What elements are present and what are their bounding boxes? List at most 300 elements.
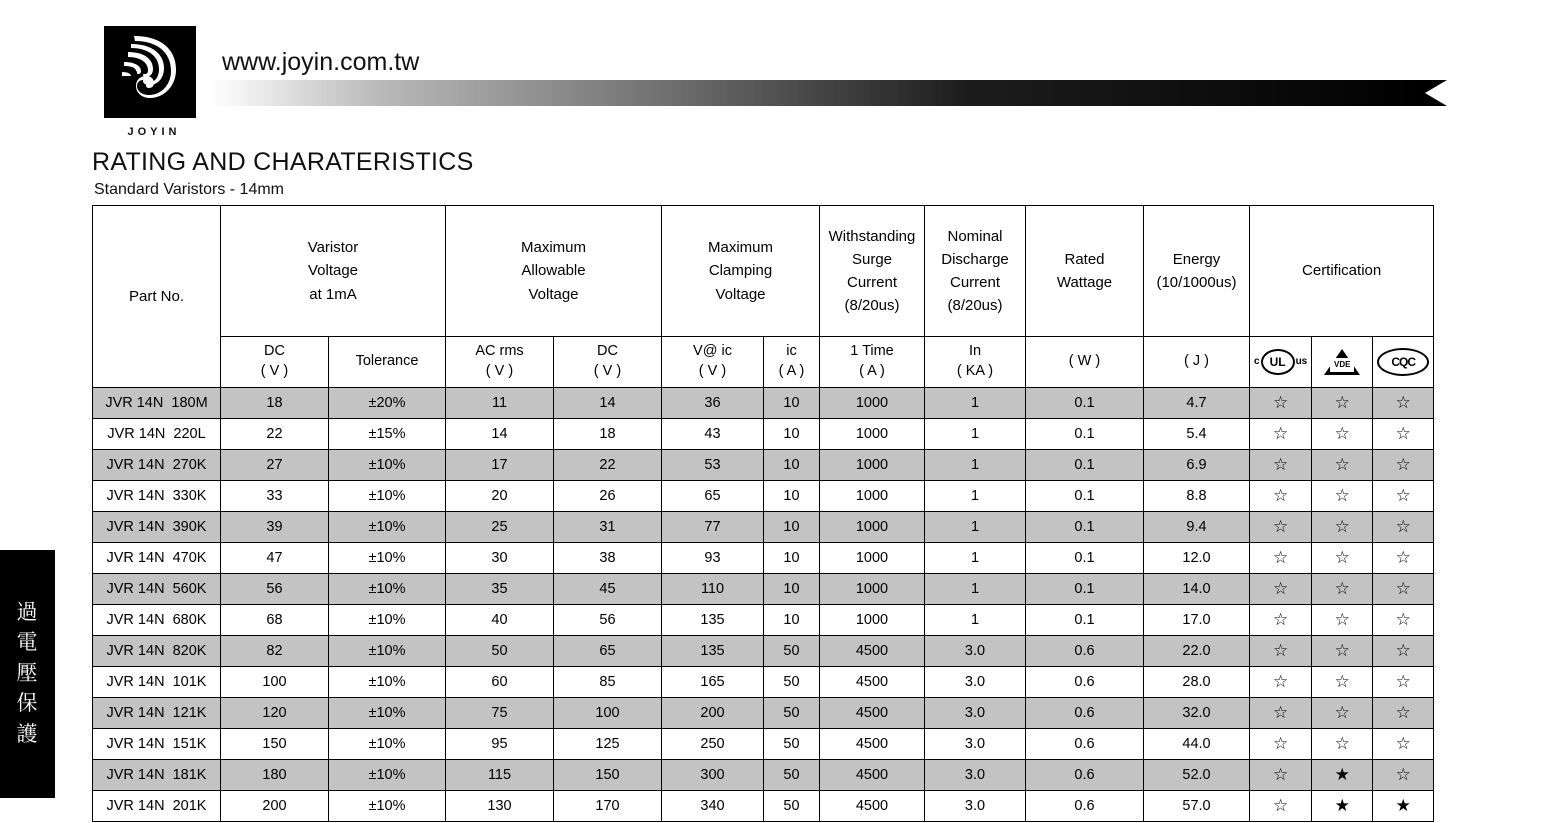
header-varistor-voltage-l2: Voltage (307, 262, 359, 280)
cell-cert-cqc (1373, 760, 1434, 791)
cell-dc-voltage: 27 (221, 450, 329, 481)
subheader-ul-mark (1250, 337, 1312, 388)
cell-rated-wattage: 0.1 (1026, 481, 1144, 512)
star-outline-icon: ☆ (1272, 548, 1289, 567)
page-title: RATING AND CHARATERISTICS (92, 148, 474, 176)
header-max-clamping-voltage (662, 206, 820, 337)
table-row (93, 667, 1434, 698)
header-part-no: Part No. (93, 206, 221, 388)
cell-ic: 50 (764, 791, 820, 822)
cell-v-at-ic: 93 (662, 543, 764, 574)
cell-cert-ul (1250, 605, 1312, 636)
header-varistor-voltage-l3: at 1mA (309, 285, 357, 303)
subheader-dc-l2: ( V ) (260, 363, 289, 379)
star-outline-icon: ☆ (1272, 486, 1289, 505)
cell-part-no: JVR 14N 101K (93, 667, 221, 698)
header-rated-wattage (1026, 206, 1144, 337)
ul-us-letters: us (1295, 356, 1308, 368)
cell-cert-cqc (1373, 574, 1434, 605)
star-outline-icon: ☆ (1272, 765, 1289, 784)
header-rated-wattage-l1: Rated (1064, 250, 1105, 268)
cell-surge-current: 4500 (820, 698, 925, 729)
vde-mark-wrap (1312, 340, 1372, 384)
table-row (93, 605, 1434, 636)
cell-cert-cqc (1373, 605, 1434, 636)
cell-energy: 6.9 (1144, 450, 1250, 481)
cell-energy: 22.0 (1144, 636, 1250, 667)
side-tab-char-4: 保 (16, 692, 39, 716)
subheader-ac-rms-l1: AC rms (475, 343, 524, 360)
cell-tolerance: ±10% (329, 791, 446, 822)
cell-cert-cqc (1373, 419, 1434, 450)
cell-tolerance: ±10% (329, 760, 446, 791)
cell-nominal-discharge: 1 (925, 388, 1026, 419)
cell-nominal-discharge: 1 (925, 512, 1026, 543)
cell-surge-current: 4500 (820, 636, 925, 667)
subheader-ic (764, 337, 820, 388)
cell-cert-ul (1250, 419, 1312, 450)
cell-rated-wattage: 0.1 (1026, 419, 1144, 450)
cell-part-no: JVR 14N 680K (93, 605, 221, 636)
cell-cert-vde (1312, 543, 1373, 574)
subheader-dc-max-l2: ( V ) (593, 363, 622, 379)
star-outline-icon: ☆ (1395, 455, 1411, 474)
cell-dc-max: 56 (554, 605, 662, 636)
cell-rated-wattage: 0.6 (1026, 760, 1144, 791)
subheader-dc-max (554, 337, 662, 388)
header-rated-wattage-l2: Wattage (1056, 274, 1113, 291)
cell-ac-rms: 20 (446, 481, 554, 512)
cell-v-at-ic: 135 (662, 636, 764, 667)
website-url: www.joyin.com.tw (222, 48, 420, 76)
table-row (93, 760, 1434, 791)
cell-nominal-discharge: 3.0 (925, 729, 1026, 760)
header-nominal-l2: Discharge (941, 250, 1009, 268)
cell-cert-vde (1312, 729, 1373, 760)
cell-dc-max: 18 (554, 419, 662, 450)
header-withstanding-l4: (8/20us) (844, 297, 900, 315)
cell-tolerance: ±10% (329, 667, 446, 698)
star-outline-icon: ☆ (1334, 641, 1350, 660)
cell-ac-rms: 11 (446, 388, 554, 419)
cell-energy: 28.0 (1144, 667, 1250, 698)
cell-cert-ul (1250, 667, 1312, 698)
subheader-ic-l2: ( A ) (778, 363, 805, 379)
cell-nominal-discharge: 1 (925, 481, 1026, 512)
vde-icon (1324, 349, 1360, 375)
cell-rated-wattage: 0.1 (1026, 543, 1144, 574)
cell-tolerance: ±10% (329, 729, 446, 760)
cell-cert-ul (1250, 543, 1312, 574)
star-outline-icon: ☆ (1395, 579, 1411, 598)
star-outline-icon: ☆ (1272, 610, 1289, 629)
cell-surge-current: 1000 (820, 512, 925, 543)
cell-v-at-ic: 200 (662, 698, 764, 729)
star-filled-icon: ★ (1395, 796, 1411, 815)
cell-ic: 10 (764, 419, 820, 450)
subheader-vde-mark (1312, 337, 1373, 388)
subheader-ac-rms-l2: ( V ) (485, 363, 514, 379)
cell-ic: 10 (764, 388, 820, 419)
header-withstanding-l2: Surge (851, 250, 893, 268)
cell-dc-max: 26 (554, 481, 662, 512)
star-outline-icon: ☆ (1334, 455, 1350, 474)
cell-dc-max: 85 (554, 667, 662, 698)
cell-cert-cqc (1373, 667, 1434, 698)
subheader-in (925, 337, 1026, 388)
star-filled-icon: ★ (1334, 796, 1350, 815)
star-outline-icon: ☆ (1272, 579, 1289, 598)
cell-ac-rms: 25 (446, 512, 554, 543)
star-outline-icon: ☆ (1272, 703, 1289, 722)
subheader-tolerance: Tolerance (329, 337, 446, 388)
cell-rated-wattage: 0.1 (1026, 388, 1144, 419)
cell-v-at-ic: 165 (662, 667, 764, 698)
subheader-in-l1: In (968, 343, 982, 360)
cell-rated-wattage: 0.6 (1026, 667, 1144, 698)
table-row (93, 543, 1434, 574)
header-max-clamping-l3: Voltage (715, 285, 766, 303)
subheader-watt: ( W ) (1026, 337, 1144, 388)
cell-rated-wattage: 0.1 (1026, 574, 1144, 605)
cell-surge-current: 1000 (820, 419, 925, 450)
ul-logo-circle: UL (1261, 349, 1295, 375)
cell-cert-ul (1250, 388, 1312, 419)
cell-ic: 10 (764, 605, 820, 636)
cell-dc-voltage: 33 (221, 481, 329, 512)
star-outline-icon: ☆ (1395, 734, 1411, 753)
cell-nominal-discharge: 3.0 (925, 636, 1026, 667)
cell-ac-rms: 50 (446, 636, 554, 667)
cell-nominal-discharge: 3.0 (925, 791, 1026, 822)
cell-surge-current: 1000 (820, 481, 925, 512)
star-outline-icon: ☆ (1272, 393, 1289, 412)
page-subtitle: Standard Varistors - 14mm (94, 181, 284, 198)
cell-energy: 44.0 (1144, 729, 1250, 760)
cell-surge-current: 1000 (820, 574, 925, 605)
cell-rated-wattage: 0.6 (1026, 729, 1144, 760)
header-withstanding-l1: Withstanding (828, 227, 916, 245)
cell-ac-rms: 14 (446, 419, 554, 450)
cell-dc-voltage: 56 (221, 574, 329, 605)
header-max-clamping-l2: Clamping (708, 262, 773, 280)
header-band-arrow (1425, 80, 1447, 106)
cell-v-at-ic: 340 (662, 791, 764, 822)
star-outline-icon: ☆ (1334, 610, 1350, 629)
subheader-v-at-ic-l2: ( V ) (698, 363, 727, 379)
cell-cert-vde (1312, 791, 1373, 822)
cell-ic: 50 (764, 667, 820, 698)
cell-v-at-ic: 65 (662, 481, 764, 512)
table-row (93, 636, 1434, 667)
cell-surge-current: 1000 (820, 388, 925, 419)
star-outline-icon: ☆ (1395, 486, 1411, 505)
subheader-ac-rms (446, 337, 554, 388)
star-outline-icon: ☆ (1334, 703, 1350, 722)
star-outline-icon: ☆ (1272, 796, 1289, 815)
cell-tolerance: ±15% (329, 419, 446, 450)
cell-cert-cqc (1373, 698, 1434, 729)
star-outline-icon: ☆ (1395, 517, 1411, 536)
table-row (93, 512, 1434, 543)
cell-cert-vde (1312, 698, 1373, 729)
cqc-mark-wrap (1373, 340, 1433, 384)
cell-surge-current: 1000 (820, 450, 925, 481)
side-tab-char-1: 過 (16, 600, 39, 624)
cell-ic: 50 (764, 698, 820, 729)
subheader-dc-l1: DC (264, 343, 285, 360)
cell-nominal-discharge: 1 (925, 574, 1026, 605)
cell-cert-ul (1250, 791, 1312, 822)
cell-tolerance: ±10% (329, 450, 446, 481)
cell-rated-wattage: 0.6 (1026, 791, 1144, 822)
cell-dc-max: 100 (554, 698, 662, 729)
cell-part-no: JVR 14N 121K (93, 698, 221, 729)
star-outline-icon: ☆ (1334, 486, 1350, 505)
star-outline-icon: ☆ (1395, 765, 1411, 784)
subheader-v-at-ic-l1: V@ ic (693, 343, 732, 360)
side-tab-overvoltage-protection (0, 550, 55, 798)
cell-dc-voltage: 200 (221, 791, 329, 822)
cell-rated-wattage: 0.1 (1026, 450, 1144, 481)
cell-ac-rms: 115 (446, 760, 554, 791)
cell-dc-voltage: 22 (221, 419, 329, 450)
cell-cert-cqc (1373, 512, 1434, 543)
cell-cert-vde (1312, 667, 1373, 698)
cell-ac-rms: 40 (446, 605, 554, 636)
header-nominal-l1: Nominal (947, 227, 1003, 245)
cell-energy: 12.0 (1144, 543, 1250, 574)
header-max-allowable-voltage (446, 206, 662, 337)
header-max-clamping-l1: Maximum (707, 239, 773, 257)
cell-nominal-discharge: 1 (925, 605, 1026, 636)
header-nominal-l3: Current (949, 274, 1001, 291)
cell-cert-cqc (1373, 636, 1434, 667)
cell-ac-rms: 35 (446, 574, 554, 605)
cell-cert-cqc (1373, 450, 1434, 481)
star-outline-icon: ☆ (1395, 424, 1411, 443)
cell-tolerance: ±20% (329, 388, 446, 419)
star-outline-icon: ☆ (1395, 393, 1411, 412)
cell-energy: 57.0 (1144, 791, 1250, 822)
specifications-table (92, 205, 1434, 822)
header-max-allowable-l3: Voltage (528, 285, 579, 303)
subheader-joule: ( J ) (1144, 337, 1250, 388)
ul-icon (1254, 349, 1307, 375)
cell-dc-voltage: 82 (221, 636, 329, 667)
subheader-v-at-ic (662, 337, 764, 388)
cell-energy: 52.0 (1144, 760, 1250, 791)
cell-cert-ul (1250, 450, 1312, 481)
subheader-surge-l2: ( A ) (859, 363, 885, 379)
subheader-dc-max-l1: DC (597, 343, 618, 360)
header-max-allowable-l2: Allowable (521, 262, 586, 280)
star-outline-icon: ☆ (1334, 517, 1350, 536)
subheader-surge-l1: 1 Time (850, 343, 894, 360)
cell-part-no: JVR 14N 560K (93, 574, 221, 605)
side-tab-char-5: 護 (16, 722, 39, 746)
cell-ic: 10 (764, 481, 820, 512)
cell-surge-current: 1000 (820, 543, 925, 574)
cell-energy: 5.4 (1144, 419, 1250, 450)
cell-part-no: JVR 14N 220L (93, 419, 221, 450)
cell-cert-ul (1250, 760, 1312, 791)
cell-part-no: JVR 14N 180M (93, 388, 221, 419)
cell-dc-max: 38 (554, 543, 662, 574)
cell-dc-voltage: 120 (221, 698, 329, 729)
page-header (92, 18, 1442, 138)
cell-dc-max: 65 (554, 636, 662, 667)
table-row (93, 729, 1434, 760)
cell-dc-max: 14 (554, 388, 662, 419)
header-withstanding-surge-current (820, 206, 925, 337)
cell-cert-vde (1312, 388, 1373, 419)
cell-v-at-ic: 250 (662, 729, 764, 760)
cell-v-at-ic: 53 (662, 450, 764, 481)
star-outline-icon: ☆ (1272, 734, 1289, 753)
cell-energy: 4.7 (1144, 388, 1250, 419)
header-energy (1144, 206, 1250, 337)
star-outline-icon: ☆ (1334, 393, 1350, 412)
cell-dc-voltage: 180 (221, 760, 329, 791)
cell-energy: 32.0 (1144, 698, 1250, 729)
header-max-allowable-l1: Maximum (520, 239, 586, 257)
header-energy-l1: Energy (1172, 250, 1221, 268)
star-outline-icon: ☆ (1334, 424, 1350, 443)
cell-tolerance: ±10% (329, 605, 446, 636)
cell-ic: 50 (764, 760, 820, 791)
cell-nominal-discharge: 1 (925, 543, 1026, 574)
cell-dc-voltage: 100 (221, 667, 329, 698)
star-outline-icon: ☆ (1272, 641, 1289, 660)
subheader-cqc-mark (1373, 337, 1434, 388)
header-varistor-voltage (221, 206, 446, 337)
cell-cert-ul (1250, 512, 1312, 543)
cell-nominal-discharge: 1 (925, 419, 1026, 450)
star-outline-icon: ☆ (1334, 672, 1350, 691)
cell-part-no: JVR 14N 181K (93, 760, 221, 791)
cell-nominal-discharge: 3.0 (925, 698, 1026, 729)
cell-nominal-discharge: 1 (925, 450, 1026, 481)
subheader-in-l2: ( KA ) (956, 363, 994, 379)
subheader-surge-1time (820, 337, 925, 388)
cell-dc-max: 170 (554, 791, 662, 822)
cell-energy: 17.0 (1144, 605, 1250, 636)
star-outline-icon: ☆ (1395, 672, 1411, 691)
cell-ac-rms: 130 (446, 791, 554, 822)
side-tab-char-3: 壓 (16, 661, 39, 685)
cell-energy: 8.8 (1144, 481, 1250, 512)
star-outline-icon: ☆ (1395, 641, 1411, 660)
ul-mark-wrap (1250, 340, 1311, 384)
cell-dc-voltage: 150 (221, 729, 329, 760)
cell-part-no: JVR 14N 330K (93, 481, 221, 512)
cell-cert-vde (1312, 574, 1373, 605)
cell-part-no: JVR 14N 201K (93, 791, 221, 822)
header-nominal-l4: (8/20us) (947, 297, 1003, 315)
header-energy-l2: (10/1000us) (1156, 274, 1237, 291)
header-varistor-voltage-l1: Varistor (307, 239, 359, 257)
cell-part-no: JVR 14N 390K (93, 512, 221, 543)
header-gradient-band (210, 80, 1425, 106)
cell-tolerance: ±10% (329, 698, 446, 729)
cell-tolerance: ±10% (329, 574, 446, 605)
cqc-icon: CQC (1377, 348, 1429, 376)
cell-surge-current: 4500 (820, 667, 925, 698)
cell-tolerance: ±10% (329, 636, 446, 667)
cell-rated-wattage: 0.1 (1026, 605, 1144, 636)
star-outline-icon: ☆ (1395, 610, 1411, 629)
side-tab-char-2: 電 (16, 631, 39, 655)
cell-part-no: JVR 14N 820K (93, 636, 221, 667)
star-outline-icon: ☆ (1272, 672, 1289, 691)
cell-cert-cqc (1373, 388, 1434, 419)
cell-tolerance: ±10% (329, 543, 446, 574)
star-outline-icon: ☆ (1272, 455, 1289, 474)
cell-v-at-ic: 110 (662, 574, 764, 605)
cell-dc-voltage: 68 (221, 605, 329, 636)
cell-cert-ul (1250, 729, 1312, 760)
table-row (93, 698, 1434, 729)
cell-energy: 14.0 (1144, 574, 1250, 605)
ul-c-letter: c (1254, 356, 1260, 368)
table-row (93, 388, 1434, 419)
cell-cert-ul (1250, 636, 1312, 667)
cell-dc-voltage: 47 (221, 543, 329, 574)
cell-cert-vde (1312, 605, 1373, 636)
cell-cert-vde (1312, 450, 1373, 481)
cell-ic: 10 (764, 543, 820, 574)
cell-dc-voltage: 18 (221, 388, 329, 419)
cell-dc-voltage: 39 (221, 512, 329, 543)
cell-cert-vde (1312, 636, 1373, 667)
star-outline-icon: ☆ (1334, 548, 1350, 567)
cell-ac-rms: 17 (446, 450, 554, 481)
cell-dc-max: 125 (554, 729, 662, 760)
table-row (93, 791, 1434, 822)
table-row (93, 481, 1434, 512)
cell-cert-cqc (1373, 729, 1434, 760)
star-outline-icon: ☆ (1395, 548, 1411, 567)
subheader-ic-l1: ic (786, 343, 797, 360)
star-outline-icon: ☆ (1334, 734, 1350, 753)
cell-part-no: JVR 14N 270K (93, 450, 221, 481)
cell-cert-ul (1250, 698, 1312, 729)
cell-part-no: JVR 14N 470K (93, 543, 221, 574)
cell-tolerance: ±10% (329, 512, 446, 543)
cell-surge-current: 1000 (820, 605, 925, 636)
cell-ac-rms: 95 (446, 729, 554, 760)
cell-ac-rms: 75 (446, 698, 554, 729)
cell-surge-current: 4500 (820, 791, 925, 822)
cell-cert-ul (1250, 574, 1312, 605)
header-certification (1250, 206, 1434, 337)
star-filled-icon: ★ (1334, 765, 1350, 784)
cell-ic: 50 (764, 636, 820, 667)
cell-nominal-discharge: 3.0 (925, 667, 1026, 698)
cell-tolerance: ±10% (329, 481, 446, 512)
cell-v-at-ic: 77 (662, 512, 764, 543)
cell-dc-max: 45 (554, 574, 662, 605)
header-withstanding-l3: Current (846, 274, 898, 291)
subheader-dc-voltage (221, 337, 329, 388)
cell-v-at-ic: 43 (662, 419, 764, 450)
cell-v-at-ic: 300 (662, 760, 764, 791)
table-row (93, 450, 1434, 481)
logo-wordmark: JOYIN (127, 126, 181, 138)
cell-cert-vde (1312, 512, 1373, 543)
cell-cert-vde (1312, 760, 1373, 791)
